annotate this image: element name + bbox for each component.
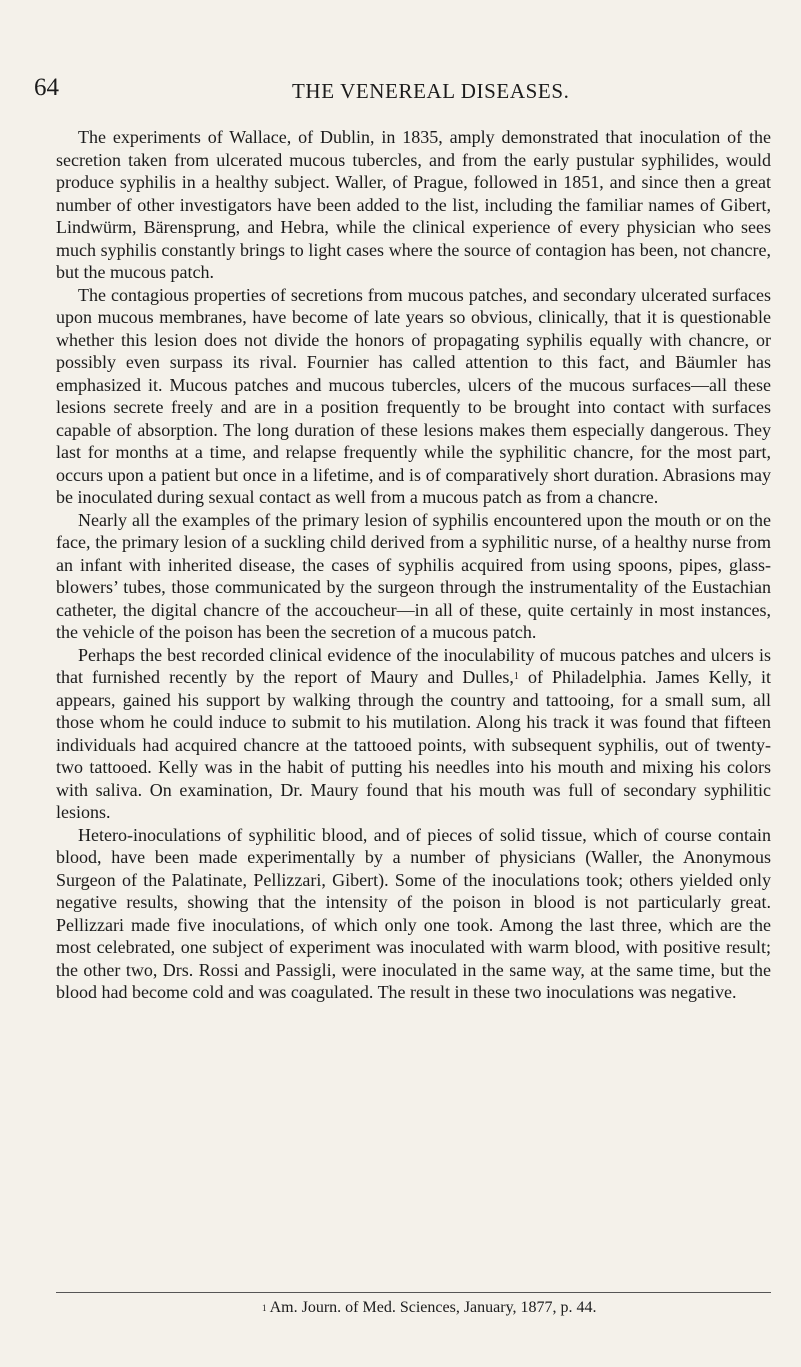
footnote-marker: 1	[262, 1303, 267, 1313]
running-title: THE VENEREAL DISEASES.	[292, 79, 570, 103]
paragraph-primary-lesion-examples: Nearly all the examples of the primary lesion of syphilis encountered upon the mouth or on the face, the primary lesion of a suckling child derived from a syphilitic nurse, of a healthy nurse from an infant with inherited disease, the cases of syphilis acquired from using spoons, pipes, glass-blowers’ tubes, those communicated by the surgeon through the instrumentality of the Eustachian catheter, the digital chancre of the accoucheur—in all of these, quite certainly in most instances, the vehicle of the poison has been the secretion of a mucous patch.	[56, 509, 771, 642]
footnote-reference: 1	[513, 671, 519, 682]
paragraph-kelly-part-1: Perhaps the best recorded clinical evidence of the inoculability of mucous patches and ulcers is that furnished recently by the report of Maury and Dulles,	[56, 644, 771, 687]
paragraph-mucous-patch-contagion: The contagious properties of secretions from mucous patches, and secondary ulcerated surfaces upon mucous membranes, have become of late years so obvious, clinically, that it is questionable whether this lesion does not divide the honors of propagating syphilis equally with chancre, or possibly even surpass its rival. Fournier has called attention to this fact, and Bäumler has emphasized it. Mucous patches and mucous tubercles, ulcers of the mucous surfaces—all these lesions secrete freely and are in a position frequently to be brought into contact with surfaces capable of absorption. The long duration of these lesions makes them especially dangerous. They last for months at a time, and relapse frequently while the syphilitic chancre, for the most part, occurs upon a patient but once in a lifetime, and is of comparatively short duration. Abrasions may be inoculated during sexual contact as well from a mucous patch as from a chancre.	[56, 284, 771, 507]
paragraph-kelly-tattoo-case	[56, 644, 771, 824]
body-text	[56, 126, 771, 1004]
paragraph-wallace-experiments: The experiments of Wallace, of Dublin, in 1835, amply demonstrated that inoculation of the secretion taken from ulcerated mucous tubercles, and from the early pustular syphilides, would produce syphilis in a healthy subject. Waller, of Prague, followed in 1851, and since then a great number of other investigators have been added to the list, including the familiar names of Gibert, Lindwürm, Bärensprung, and Hebra, while the clinical experience of every physician who sees much syphilis constantly brings to light cases where the source of contagion has been, not chancre, but the mucous patch.	[56, 127, 771, 282]
paragraph-hetero-inoculations: Hetero-inoculations of syphilitic blood, and of pieces of solid tissue, which of course contain blood, have been made experimentally by a number of physicians (Waller, the Anonymous Surgeon of the Palatinate, Pellizzari, Gibert). Some of the inoculations took; others yielded only negative results, showing that the intensity of the poison in blood is not particularly great. Pellizzari made five inoculations, of which only one took. Among the last three, which are the most celebrated, one subject of experiment was inoculated with warm blood, with positive result; the other two, Drs. Rossi and Passigli, were inoculated in the same way, at the same time, but the blood had become cold and was coagulated. The result in these two inoculations was negative.	[56, 824, 771, 1002]
footnote	[262, 1298, 597, 1318]
footnote-divider	[56, 1292, 771, 1293]
footnote-text: Am. Journ. of Med. Sciences, January, 1877, p. 44.	[269, 1299, 597, 1316]
page-number: 64	[34, 74, 59, 101]
paragraph-kelly-part-2: of Philadelphia. James Kelly, it appears, gained his support by walking through the country and tattooing, for a small sum, all those whom he could induce to submit to his mutilation. Along his track it was found that fifteen individuals had acquired chancre at the tattooed points, with subsequent syphilis, out of twenty-two tattooed. Kelly was in the habit of putting his needles into his mouth and mixing his colors with saliva. On examination, Dr. Maury found that his mouth was full of secondary syphilitic lesions.	[56, 667, 772, 822]
